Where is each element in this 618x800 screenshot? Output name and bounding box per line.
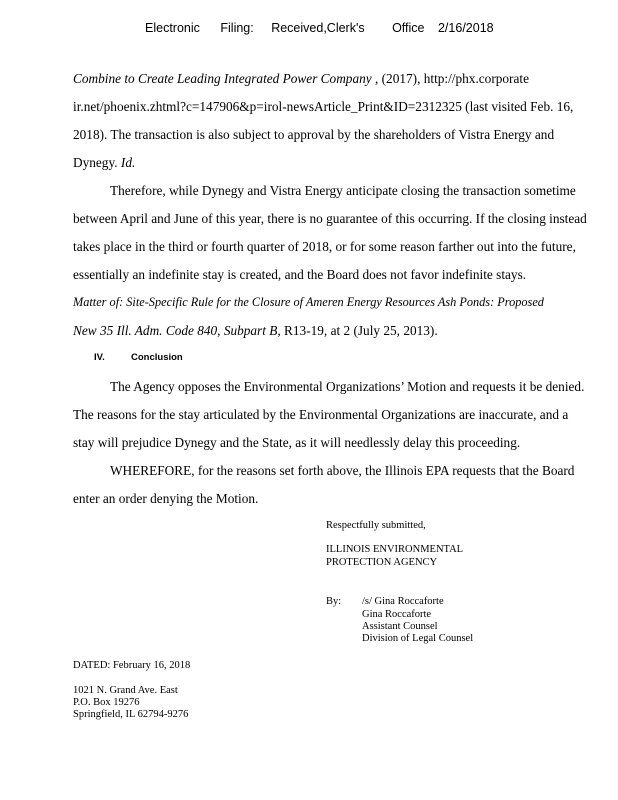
header-office: Office [392,21,425,35]
header-received: Received,Clerk's [271,21,365,35]
section-number: IV. [94,352,105,363]
paragraph-2-line-3: stay will prejudice Dynegy and the State, as it will needlessly delay this proceeding. [73,435,521,450]
filing-stamp-header [145,21,494,35]
citation-id: Id. [120,155,136,170]
address-line-1: 1021 N. Grand Ave. East [73,685,178,696]
paragraph-1-line-1: Therefore, while Dynegy and Vistra Energy anticipate closing the transaction sometime [110,183,576,198]
header-electronic: Electronic [145,21,200,35]
citation-line-2: ir.net/phoenix.zhtml?c=147906&p=irol-newsArticle_Print&ID=2312325 (last visited Feb. 16, [73,99,574,114]
header-date: 2/16/2018 [437,21,494,35]
paragraph-1-line-6 [73,323,438,339]
agency-name-line-2: PROTECTION AGENCY [326,557,438,568]
agency-name-line-1: ILLINOIS ENVIRONMENTAL [326,544,464,555]
paragraph-1-line-5: Matter of: Site-Specific Rule for the Closure of Ameren Energy Resources Ash Ponds: Proposed [73,295,544,309]
citation-dynegy: Dynegy. [73,155,121,170]
citation-line-4 [73,155,135,171]
dated-line: DATED: February 16, 2018 [73,660,191,671]
signature-by-label: By: [326,596,342,607]
citation-title: Combine to Create Leading Integrated Power Company [73,71,372,86]
address-line-2: P.O. Box 19276 [73,697,140,708]
signer-title: Assistant Counsel [362,621,438,632]
signer-division: Division of Legal Counsel [362,633,474,644]
citation-line-1 [73,71,529,87]
paragraph-2-line-1: The Agency opposes the Environmental Organizations’ Motion and requests it be denied. [110,379,585,394]
header-filing: Filing: [220,21,254,35]
signer-name: Gina Roccaforte [362,609,432,620]
electronic-signature: /s/ Gina Roccaforte [362,596,444,607]
case-citation-rest: , R13-19, at 2 (July 25, 2013). [277,323,438,338]
section-title: Conclusion [131,352,183,363]
citation-url-start: , (2017), http://phx.corporate [371,71,529,86]
case-citation: New 35 Ill. Adm. Code 840, Subpart B [73,323,278,338]
paragraph-1-line-3: takes place in the third or fourth quarter of 2018, or for some reason farther out into the future, [73,239,576,254]
citation-line-3: 2018). The transaction is also subject to approval by the shareholders of Vistra Energy and [73,127,555,142]
paragraph-1-line-2: between April and June of this year, there is no guarantee of this occurring. If the closing instead [73,211,587,226]
paragraph-3-line-2: enter an order denying the Motion. [73,491,259,506]
paragraph-3-line-1: WHEREFORE, for the reasons set forth above, the Illinois EPA requests that the Board [110,463,575,478]
paragraph-1-line-4: essentially an indefinite stay is created, and the Board does not favor indefinite stays. [73,267,527,282]
signature-closing: Respectfully submitted, [326,520,426,531]
address-line-3: Springfield, IL 62794-9276 [73,709,189,720]
paragraph-2-line-2: The reasons for the stay articulated by the Environmental Organizations are inaccurate, and a [73,407,569,422]
